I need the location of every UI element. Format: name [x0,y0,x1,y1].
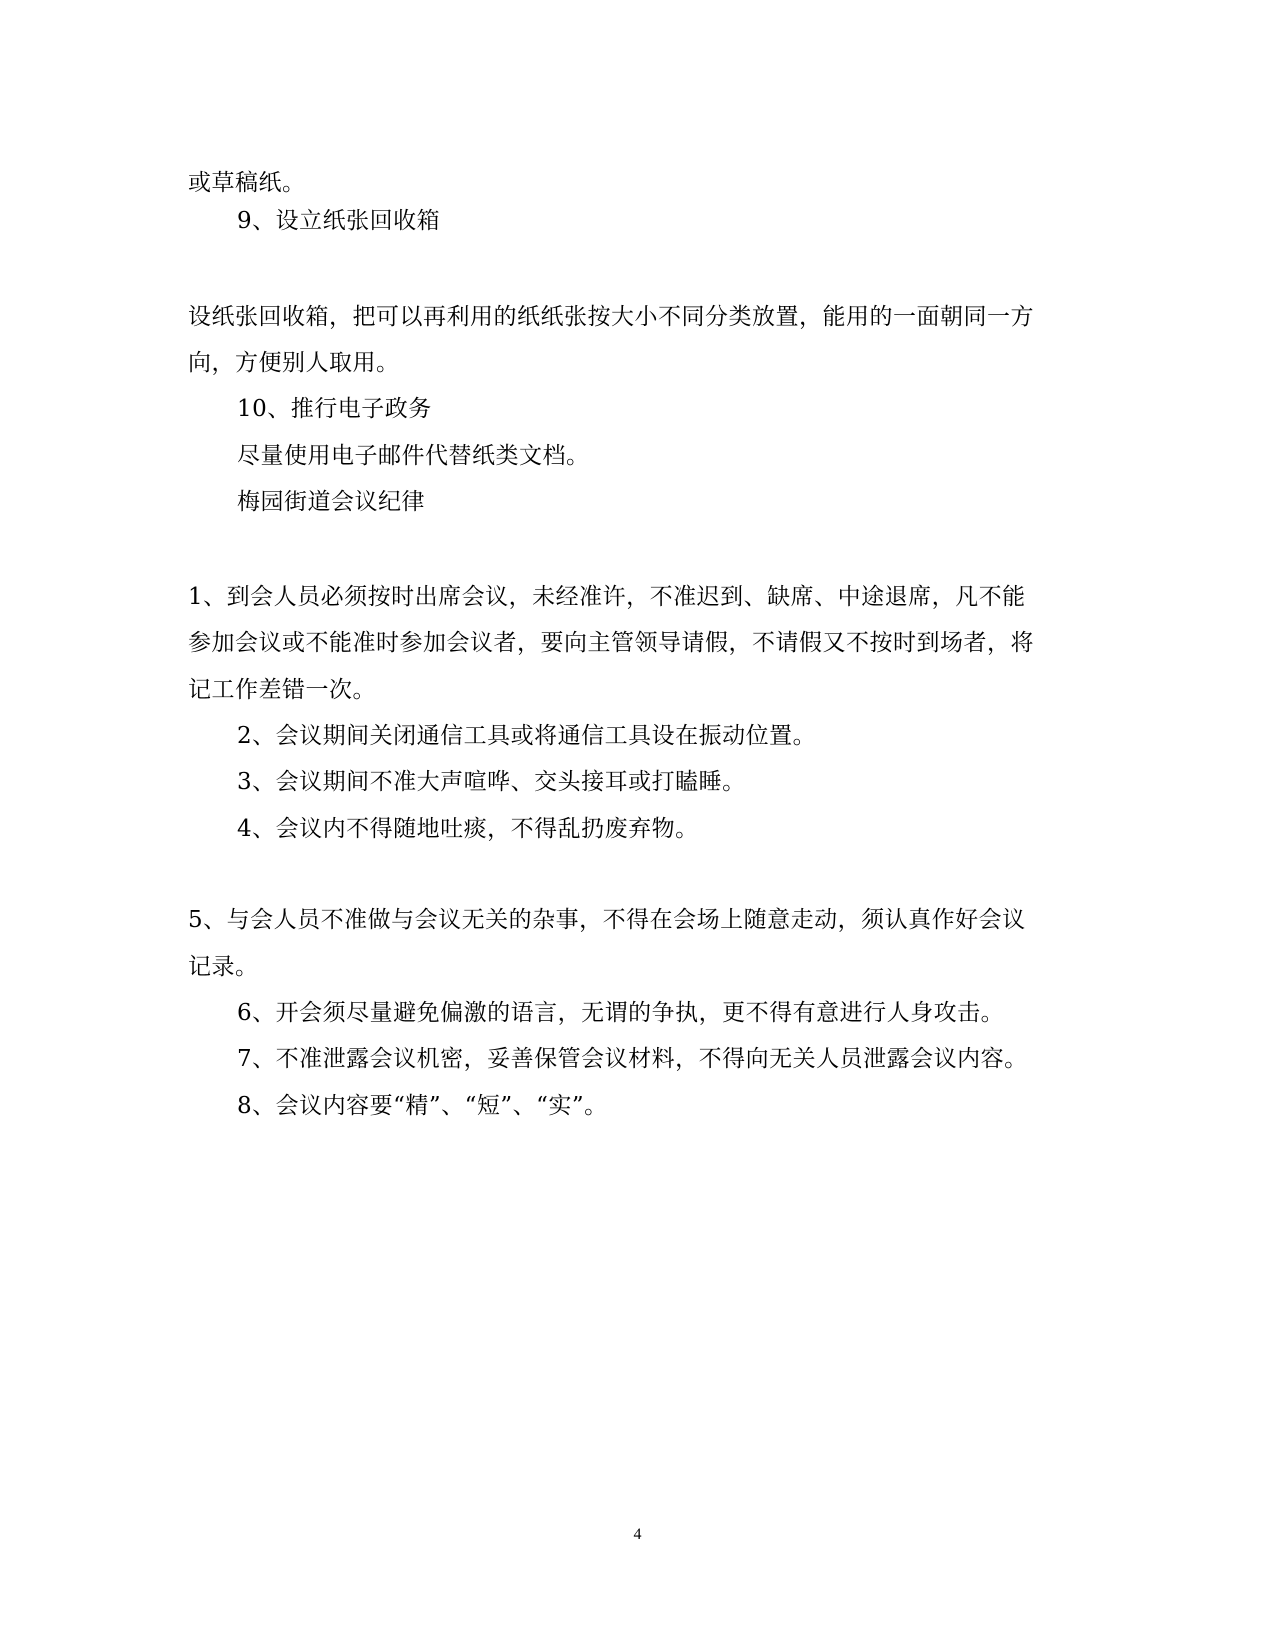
list-item: 2、会议期间关闭通信工具或将通信工具设在振动位置。 [237,723,817,749]
list-item: 6、开会须尽量避免偏激的语言，无谓的争执，更不得有意进行人身攻击。 [237,1000,1005,1026]
list-item: 7、不准泄露会议机密，妥善保管会议材料，不得向无关人员泄露会议内容。 [237,1046,1028,1072]
paragraph-line: 尽量使用电子邮件代替纸类文档。 [237,443,590,469]
section-title: 梅园街道会议纪律 [237,489,425,515]
section-heading: 9、设立纸张回收箱 [237,208,441,234]
paragraph-line: 记工作差错一次。 [188,677,376,703]
list-item: 4、会议内不得随地吐痰，不得乱扔废弃物。 [237,816,699,842]
paragraph-line: 记录。 [188,954,259,980]
paragraph-line: 参加会议或不能准时参加会议者，要向主管领导请假，不请假又不按时到场者，将 [188,630,1034,656]
paragraph-line: 5、与会人员不准做与会议无关的杂事，不得在会场上随意走动，须认真作好会议 [188,907,1026,933]
list-item: 3、会议期间不准大声喧哗、交头接耳或打瞌睡。 [237,769,746,795]
paragraph-line: 或草稿纸。 [188,170,306,196]
page-number: 4 [633,1526,642,1543]
list-item: 8、会议内容要“精”、“短”、“实”。 [237,1093,608,1119]
paragraph-line: 1、到会人员必须按时出席会议，未经准许，不准迟到、缺席、中途退席，凡不能 [188,584,1026,610]
paragraph-line: 向，方便别人取用。 [188,350,400,376]
section-heading: 10、推行电子政务 [237,396,432,422]
paragraph-line: 设纸张回收箱，把可以再利用的纸纸张按大小不同分类放置，能用的一面朝同一方 [188,304,1034,330]
